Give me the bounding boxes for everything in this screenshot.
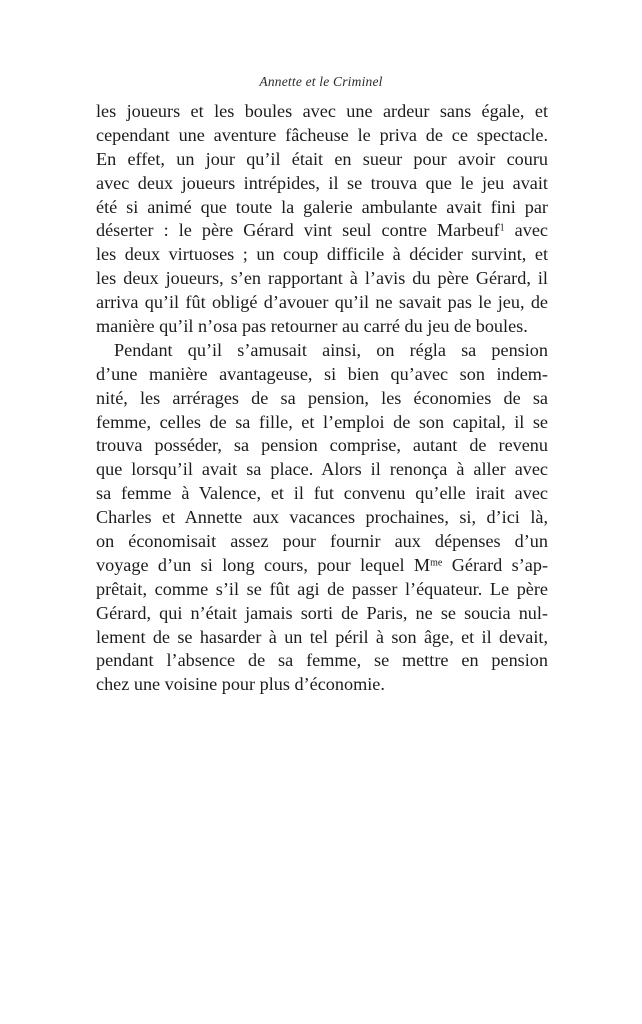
text-line: manière qu’il n’osa pas retourner au carré du jeu de boules. xyxy=(96,316,528,337)
text-line: femme, celles de sa fille, et l’emploi de son capital, il se xyxy=(96,411,548,432)
body-text xyxy=(96,100,548,697)
text-line: les deux joueurs, s’en rapportant à l’avis du père Gérard, il xyxy=(96,268,548,289)
text-line: été si animé que toute la galerie ambulante avait fini par xyxy=(96,196,548,217)
text-line: Gérard, qui n’était jamais sorti de Paris, ne se soucia nul- xyxy=(96,602,548,623)
text-segment: avec xyxy=(504,220,548,241)
text-line: chez une voisine pour plus d’économie. xyxy=(96,674,385,695)
superscript-me: me xyxy=(430,557,443,569)
text-line xyxy=(96,554,548,578)
text-line: cependant une aventure fâcheuse le priva de ce spectacle. xyxy=(96,124,548,145)
text-line: d’une manière avantageuse, si bien qu’avec son indem- xyxy=(96,363,548,384)
text-line xyxy=(96,219,548,243)
text-line: nité, les arrérages de sa pension, les économies de sa xyxy=(96,387,548,408)
text-line: prêtait, comme s’il se fût agi de passer l’équateur. Le père xyxy=(96,578,548,599)
text-line: les deux virtuoses ; un coup difficile à décider survint, et xyxy=(96,244,548,265)
text-line: arriva qu’il fût obligé d’avouer qu’il ne savait pas le jeu, de xyxy=(96,292,548,313)
text-line: que lorsqu’il avait sa place. Alors il renonça à aller avec xyxy=(96,459,548,480)
text-line: lement de se hasarder à un tel péril à son âge, et il devait, xyxy=(96,626,548,647)
text-line: Pendant qu’il s’amusait ainsi, on régla sa pension xyxy=(114,339,548,360)
text-line: Charles et Annette aux vacances prochaines, si, d’ici là, xyxy=(96,507,548,528)
text-line: on économisait assez pour fournir aux dépenses d’un xyxy=(96,531,548,552)
text-segment: Gérard s’ap- xyxy=(442,554,548,575)
running-head: Annette et le Criminel xyxy=(259,74,383,89)
text-line: En effet, un jour qu’il était en sueur pour avoir couru xyxy=(96,148,548,169)
text-segment: déserter : le père Gérard vint seul contre Marbeuf xyxy=(96,220,500,241)
text-line: avec deux joueurs intrépides, il se trouva que le jeu avait xyxy=(96,172,548,193)
text-line: les joueurs et les boules avec une ardeur sans égale, et xyxy=(96,101,548,121)
text-line: pendant l’absence de sa femme, se mettre en pension xyxy=(96,650,548,671)
paragraph-2 xyxy=(96,339,548,697)
text-line: trouva posséder, sa pension comprise, autant de revenu xyxy=(96,435,548,456)
text-line: sa femme à Valence, et il fut convenu qu’elle irait avec xyxy=(96,483,548,504)
paragraph-1 xyxy=(96,100,548,339)
footnote-marker[interactable]: 1 xyxy=(499,222,505,234)
text-segment: voyage d’un si long cours, pour lequel M xyxy=(96,554,431,575)
